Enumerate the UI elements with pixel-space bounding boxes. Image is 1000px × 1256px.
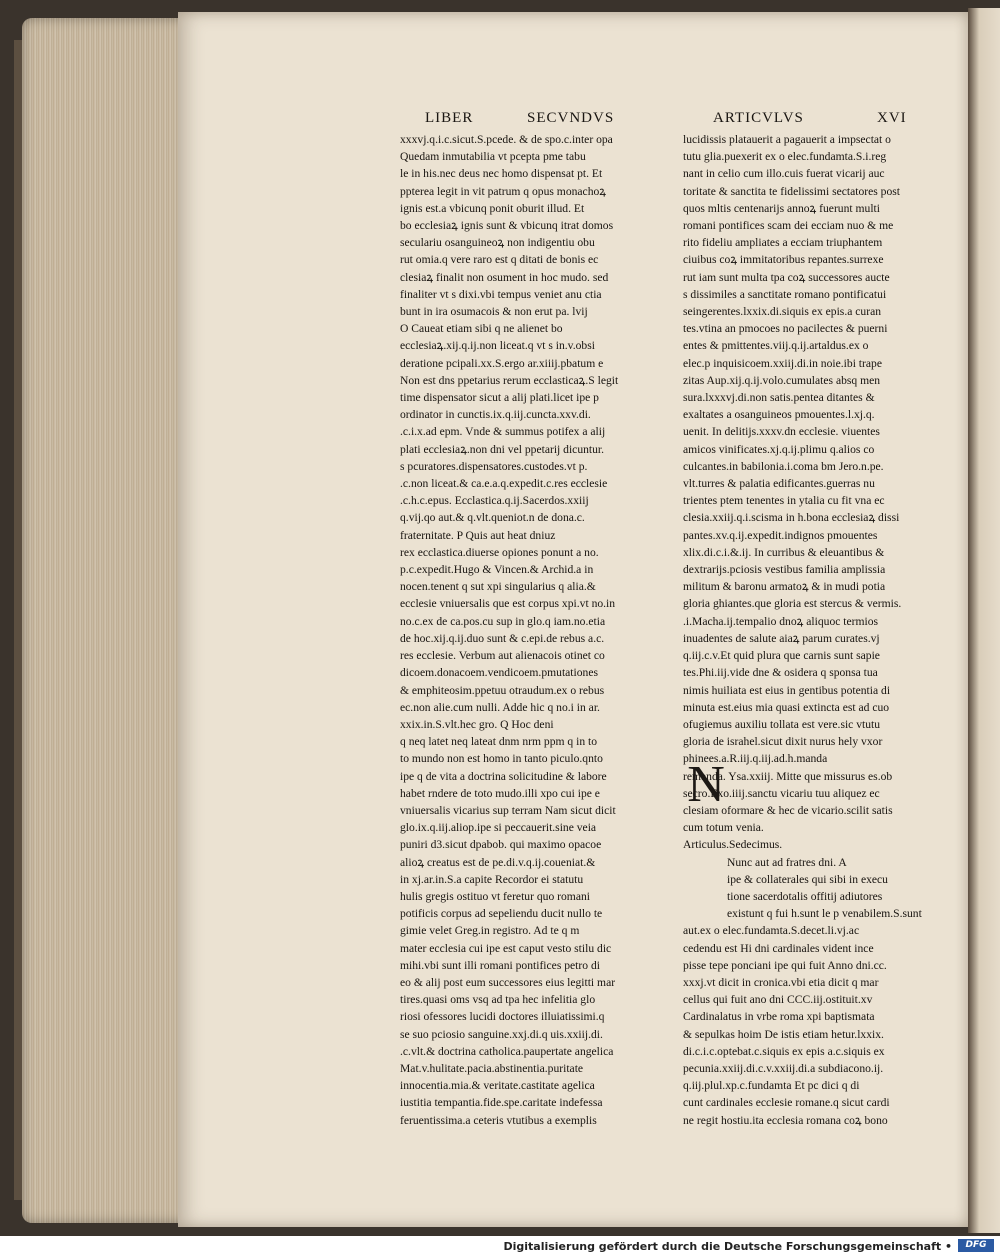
text-line: xxxvj.q.i.c.sicut.S.pcede. & de spo.c.inter opa (400, 133, 613, 146)
text-line: time dispensator sicut a alij plati.licet ipe p (400, 391, 599, 405)
text-line: nant in celio cum illo.cuis fuerat vicarij auc (683, 167, 885, 181)
text-line: mihi.vbi sunt illi romani pontifices petro di (400, 958, 600, 972)
text-line: gloria de israhel.sicut dixit nurus hely vxor (683, 735, 883, 749)
text-line: cunt cardinales ecclesie romane.q sicut cardi (683, 1096, 890, 1110)
text-line: pecunia.xxiij.di.c.v.xxiij.di.a subdiacono.ij. (683, 1061, 884, 1075)
text-line: plati ecclesiaꝝ.non dni vel ppetarij dicuntur. (400, 442, 605, 456)
text-line: amicos vinificates.xj.q.ij.plimu q.alios co (683, 442, 875, 456)
text-line: gloria ghiantes.que gloria est stercus & vermis. (683, 597, 902, 611)
text-line: clesia.xxiij.q.i.scisma in h.bona ecclesiaꝝ dissi (683, 511, 900, 525)
text-line: aut.ex o elec.fundamta.S.decet.li.vj.ac (683, 924, 860, 938)
text-line: in xj.ar.in.S.a capite Recordor ei statutu (400, 872, 584, 886)
text-line: tes.vtina an pmocoes no pacilectes & puerni (683, 322, 888, 336)
text-line: q neq latet neq lateat dnm nrm ppm q in to (400, 735, 598, 749)
text-line: remanda. Ysa.xxiij. Mitte que missurus es.ob (683, 769, 893, 783)
text-line: to mundo non est homo in tanto piculo.qnto (400, 752, 603, 766)
text-line: habet rndere de toto mudo.illi xpo cui ipe e (400, 786, 600, 800)
text-line: ordinator in cunctis.ix.q.iij.cuncta.xxv.di. (400, 408, 591, 422)
text-line: ecclesie vniuersalis que est corpus xpi.vt no.in (400, 597, 616, 611)
header-secundus: SECVNDVS (527, 110, 615, 126)
header-articulus: ARTICVLVS (713, 110, 804, 126)
text-line: pantes.xv.q.ij.expedit.indignos pmouentes (683, 528, 878, 542)
text-line: ciuibus coꝝ immitatoribus repantes.surrexe (683, 253, 884, 267)
text-line: rut iam sunt multa tpa coꝝ successores aucte (683, 270, 890, 284)
text-line: zitas Aup.xij.q.ij.volo.cumulates absq men (683, 373, 881, 387)
text-line: nimis huiliata est eius in gentibus potentia di (683, 683, 891, 697)
text-line: deratione pcipali.xx.S.ergo ar.xiiij.pbatum e (400, 356, 604, 370)
text-line: q.iij.plul.xp.c.fundamta Et pc dici q di (683, 1079, 860, 1093)
text-line: no.c.ex de ca.pos.cu sup in glo.q iam.no.etia (400, 614, 606, 628)
text-line: feruentissima.a ceteris vtutibus a exemplis (400, 1113, 597, 1127)
text-line: bunt in ira osumacois & non erut pa. lvij (400, 305, 588, 319)
text-line: le in his.nec deus nec homo dispensat pt. Et (400, 167, 603, 181)
text-line: & emphiteosim.ppetuu otraudum.ex o rebus (400, 683, 605, 697)
text-line: puniri d3.sicut dpabob. qui maximo opacoe (400, 838, 602, 852)
text-line: .c.h.c.epus. Ecclastica.q.ij.Sacerdos.xxiij (400, 494, 589, 508)
text-line: fraternitate. P Quis aut heat dniuz (400, 528, 556, 542)
text-line: Cardinalatus in vrbe roma xpi baptismata (683, 1010, 875, 1024)
text-line: p.c.expedit.Hugo & Vincen.& Archid.a in (400, 563, 594, 577)
text-line: dextrarijs.pciosis vestibus familia amplissia (683, 563, 886, 577)
text-line: tione sacerdotalis offitij adiutores (727, 889, 883, 903)
text-line: uenit. In delitijs.xxxv.dn ecclesie. viuentes (683, 425, 880, 439)
text-line: clesiam oformare & hec de vicario.scilit satis (683, 803, 893, 817)
text-line: & sepulkas hoim De istis etiam hetur.lxxix. (683, 1027, 884, 1041)
text-line: ignis est.a vbicunq ponit oburit illud. Et (400, 201, 585, 215)
right-text-column (683, 131, 948, 1129)
text-line: eo & alij post eum successores eius legitti mar (400, 975, 616, 989)
text-line: tes.Phi.iij.vide dne & osidera q sponsa tua (683, 666, 878, 680)
text-line: quos mltis centenarijs annoꝝ fuerunt multi (683, 201, 880, 215)
text-line: ecclesiaꝝ.xij.q.ij.non liceat.q vt s in.v.obsi (400, 339, 595, 353)
text-line: seculariu osanguineoꝝ non indigentiu obu (400, 236, 595, 250)
text-line: pisse tepe ponciani ipe qui fuit Anno dni.cc. (683, 958, 887, 972)
text-line: .c.non liceat.& ca.e.a.q.expedit.c.res ecclesie (400, 477, 608, 491)
text-line: phinees.a.R.iij.q.iij.ad.h.manda (683, 752, 828, 766)
text-line: O Caueat etiam sibi q ne alienet bo (400, 322, 563, 336)
text-line: rito fideliu ampliates a ecciam triuphantem (683, 236, 883, 250)
text-line: entes & pmittentes.viij.q.ij.artaldus.ex o (683, 339, 869, 353)
text-line: existunt q fui h.sunt le p venabilem.S.sunt (727, 907, 922, 921)
text-line: tires.quasi oms vsq ad tpa hec infelitia glo (400, 993, 596, 1007)
text-line: xlix.di.c.i.&.ij. In curribus & eleuantibus & (683, 545, 885, 559)
text-line: .i.Macha.ij.tempalio dnoꝝ aliquoc termios (683, 614, 879, 628)
text-line: rex ecclastica.diuerse opiones ponunt a no. (400, 545, 599, 559)
text-line: xxxj.vt dicit in cronica.vbi etia dicit q mar (683, 975, 879, 989)
text-line: xxix.in.S.vlt.hec gro. Q Hoc deni (400, 717, 554, 731)
text-line: Nunc aut ad fratres dni. A (727, 855, 847, 869)
text-line: se suo pciosio sanguine.xxj.di.q uis.xxiij.di. (400, 1027, 603, 1041)
text-line: hulis gregis ostituo vt feretur quo romani (400, 889, 590, 903)
text-line: inuadentes de salute aiaꝝ parum curates.vj (683, 631, 880, 645)
text-line: .c.vlt.& doctrina catholica.paupertate angelica (400, 1044, 614, 1058)
text-line: s dissimiles a sanctitate romano pontificatui (683, 287, 887, 301)
footer-bar (0, 1236, 1000, 1256)
text-line: secro.Exo.iiij.sanctu vicariu tuu aliquez ec (683, 786, 880, 800)
text-line: riosi ofessores lucidi doctores illuiatissimi.q (400, 1010, 605, 1024)
text-line: tutu glia.puexerit ex o elec.fundamta.S.i.reg (683, 150, 887, 164)
text-line: elec.p inquisicoem.xxiij.di.in noie.ibi trape (683, 356, 882, 370)
text-line: romani pontifices scam dei ecciam nuo & me (683, 219, 894, 233)
text-line: vlt.turres & palatia edificantes.guerras nu (683, 477, 875, 491)
text-line: mater ecclesia cui ipe est caput vesto stilu dic (400, 941, 612, 955)
text-line: cellus qui fuit ano dni CCC.iij.ostituit.xv (683, 993, 873, 1007)
text-line: ec.non alie.cum nulli. Adde hic q no.i in ar. (400, 700, 600, 714)
text-line: glo.ix.q.iij.aliop.ipe si peccauerit.sine veia (400, 821, 597, 835)
text-line: toritate & sanctita te fidelissimi sectatores post (683, 184, 901, 198)
text-line: alioꝝ creatus est de pe.di.v.q.ij.coueniat.& (400, 855, 596, 869)
text-line: innocentia.mia.& veritate.castitate agelica (400, 1079, 595, 1093)
text-line: lucidissis platauerit a pagauerit a impsectat o (683, 133, 891, 146)
funding-credit: Digitalisierung gefördert durch die Deutsche Forschungsgemeinschaft • (503, 1240, 952, 1253)
text-line: exaltates a osanguineos pmouentes.l.xj.q. (683, 408, 875, 422)
text-line: cedendu est Hi dni cardinales vident ince (683, 941, 874, 955)
text-line: de hoc.xij.q.ij.duo sunt & c.epi.de rebus a.c. (400, 631, 605, 645)
header-number: XVI (877, 110, 907, 126)
text-line: bo ecclesiaꝝ ignis sunt & vbicunq itrat domos (400, 219, 614, 233)
text-line: q.iij.c.v.Et quid plura que carnis sunt sapie (683, 649, 880, 663)
text-line: clesiaꝝ finalit non osument in hoc mudo. sed (400, 270, 609, 284)
text-line: cum totum venia. (683, 821, 764, 835)
text-line: .c.i.x.ad epm. Vnde & summus potifex a alij (400, 425, 606, 439)
text-line: potificis corpus ad sepeliendu ducit nullo te (400, 907, 603, 921)
header-liber: LIBER (425, 110, 474, 126)
text-line: ipe & collaterales qui sibi in execu (727, 872, 888, 886)
text-line: finaliter vt s dixi.vbi tempus veniet anu ctia (400, 287, 602, 301)
dfg-logo: DFG (958, 1239, 994, 1252)
decorated-initial: N (687, 756, 725, 813)
facing-page-edge (968, 8, 1000, 1233)
text-line: vniuersalis vicarius sup terram Nam sicut dicit (400, 803, 616, 817)
text-line: nocen.tenent q sut xpi singularius q alia.& (400, 580, 596, 594)
text-line: culcantes.in babilonia.i.coma bm Jero.n.pe. (683, 459, 884, 473)
text-line: rut omia.q vere raro est q ditati de bonis ec (400, 253, 599, 267)
text-line: ppterea legit in vit patrum q opus monachoꝝ (400, 184, 607, 198)
text-line: di.c.i.c.optebat.c.siquis ex epis a.c.siquis ex (683, 1044, 885, 1058)
text-line: dicoem.donacoem.vendicoem.pmutationes (400, 666, 598, 680)
text-line: sura.lxxxvj.di.non satis.pentea ditantes & (683, 391, 875, 405)
text-line: seingerentes.lxxix.di.siquis ex epis.a curan (683, 305, 882, 319)
text-line: s pcuratores.dispensatores.custodes.vt p. (400, 459, 588, 473)
book-page-edges (22, 18, 187, 1223)
text-line: minuta est.eius mia quasi extincta est ad cuo (683, 700, 890, 714)
text-line: trientes ptem tenentes in ytalia cu fit vna ec (683, 494, 885, 508)
text-line: Quedam inmutabilia vt pcepta pme tabu (400, 150, 586, 164)
text-line: ne regit hostiu.ita ecclesia romana coꝝ bono (683, 1113, 888, 1127)
text-line: res ecclesie. Verbum aut alienacois otinet co (400, 649, 605, 663)
text-line: Mat.v.hulitate.pacia.abstinentia.puritate (400, 1061, 584, 1075)
text-line: Non est dns ppetarius rerum ecclasticaꝝ.S legit (400, 373, 619, 387)
text-line: iustitia tempantia.fide.spe.caritate indefessa (400, 1096, 603, 1110)
left-text-column (400, 131, 665, 1129)
text-line: q.vij.qo aut.& q.vlt.queniot.n de dona.c. (400, 511, 585, 525)
text-line: ofugiemus auxiliu tollata est vere.sic vtutu (683, 717, 881, 731)
text-line: Articulus.Sedecimus. (683, 838, 783, 852)
text-line: ipe q de vita a doctrina solicitudine & labore (400, 769, 607, 783)
text-line: militum & baronu armatoꝝ & in mudi potia (683, 580, 886, 594)
text-line: gimie velet Greg.in registro. Ad te q m (400, 924, 580, 938)
